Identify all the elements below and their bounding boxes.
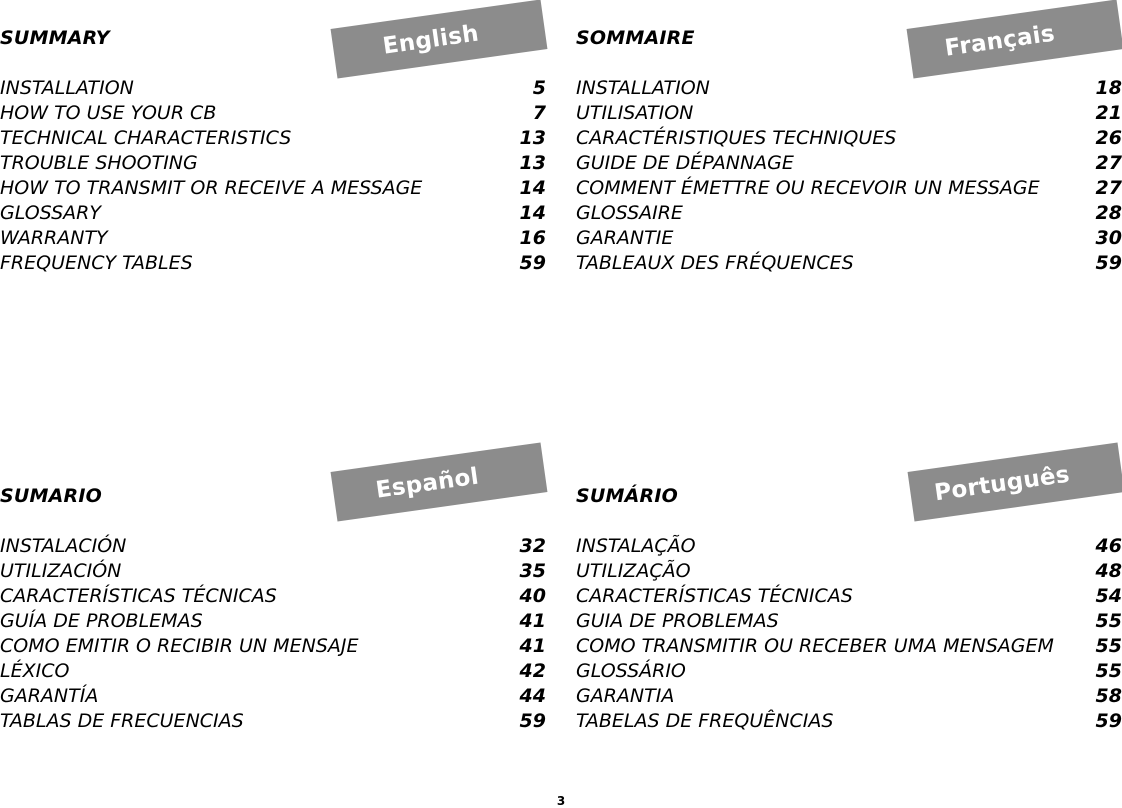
toc-entry[interactable] [576,709,1122,734]
toc-entry[interactable] [0,709,546,734]
language-tab-francais: Français [907,0,1122,79]
toc-entry[interactable] [576,559,1122,584]
toc-entry-label: COMO TRANSMITIR OU RECEBER UMA MENSAGEM [576,635,1054,657]
toc-entry-page: 13 [519,152,546,174]
toc-entry-page: 32 [519,535,546,557]
toc-entry-page: 41 [519,610,546,632]
toc-entry-page: 55 [1095,635,1122,657]
toc-entry-page: 59 [519,710,546,732]
toc-entry-label: TABLEAUX DES FRÉQUENCES [576,252,854,274]
toc-entry[interactable] [576,101,1122,126]
toc-entry[interactable] [576,584,1122,609]
toc-entry[interactable] [0,634,546,659]
toc-entry-label: GUÍA DE PROBLEMAS [0,610,203,632]
toc-entry-label: CARACTERÍSTICAS TÉCNICAS [0,585,277,607]
toc-entry-label: GUIDE DE DÉPANNAGE [576,152,794,174]
toc-entry-page: 14 [519,202,546,224]
toc-entry-page: 21 [1095,102,1122,124]
toc-entry[interactable] [576,176,1122,201]
toc-entry-page: 41 [519,635,546,657]
toc-entry[interactable] [576,226,1122,251]
language-tab-espanol: Español [331,442,548,521]
toc-entry-page: 28 [1095,202,1122,224]
toc-entry[interactable] [0,151,546,176]
toc-entry-label: COMMENT ÉMETTRE OU RECEVOIR UN MESSAGE [576,177,1040,199]
toc-entry-label: GLOSSARY [0,202,101,224]
toc-entry-label: INSTALAÇÃO [576,535,696,557]
toc-entry-page: 54 [1095,585,1122,607]
section-title: SUMÁRIO [576,485,678,507]
toc-entry-page: 59 [1095,710,1122,732]
toc-entry-label: WARRANTY [0,227,108,249]
toc-list [0,76,546,276]
toc-entry[interactable] [0,584,546,609]
toc-entry-label: CARACTERÍSTICAS TÉCNICAS [576,585,853,607]
toc-entry-page: 40 [519,585,546,607]
toc-entry-label: GARANTÍA [0,685,99,707]
toc-entry-label: TABLAS DE FRECUENCIAS [0,710,244,732]
toc-entry-label: HOW TO TRANSMIT OR RECEIVE A MESSAGE [0,177,423,199]
page-number: 3 [556,794,566,808]
toc-entry-label: UTILISATION [576,102,694,124]
toc-entry[interactable] [576,251,1122,276]
toc-entry-label: UTILIZACIÓN [0,560,122,582]
toc-entry-page: 44 [519,685,546,707]
toc-entry-page: 18 [1095,77,1122,99]
toc-entry-page: 42 [519,660,546,682]
toc-entry-page: 27 [1095,152,1122,174]
section-title: SUMARIO [0,485,102,507]
toc-entry[interactable] [576,201,1122,226]
toc-entry[interactable] [0,609,546,634]
toc-entry[interactable] [0,684,546,709]
toc-entry[interactable] [576,609,1122,634]
toc-entry-label: INSTALLATION [0,77,134,99]
toc-entry-label: FREQUENCY TABLES [0,252,193,274]
toc-entry-page: 55 [1095,660,1122,682]
toc-entry-page: 7 [532,102,546,124]
toc-entry-label: TECHNICAL CHARACTERISTICS [0,127,292,149]
toc-entry-page: 27 [1095,177,1122,199]
toc-entry[interactable] [576,151,1122,176]
toc-entry-page: 30 [1095,227,1122,249]
language-tab-english: English [331,0,548,79]
toc-entry[interactable] [576,659,1122,684]
section-title: SUMMARY [0,27,110,49]
toc-entry-page: 48 [1095,560,1122,582]
toc-entry-label: GARANTIA [576,685,675,707]
toc-entry-page: 13 [519,127,546,149]
toc-entry-label: GARANTIE [576,227,674,249]
toc-entry[interactable] [576,76,1122,101]
toc-entry[interactable] [576,126,1122,151]
toc-entry-label: INSTALACIÓN [0,535,127,557]
toc-entry-page: 46 [1095,535,1122,557]
toc-entry-label: TABELAS DE FREQUÊNCIAS [576,710,834,732]
toc-entry[interactable] [0,534,546,559]
toc-entry-page: 16 [519,227,546,249]
toc-entry-page: 14 [519,177,546,199]
toc-list [576,76,1122,276]
toc-entry[interactable] [576,634,1122,659]
language-tab-portugues: Português [908,442,1122,521]
toc-entry[interactable] [0,251,546,276]
toc-entry-page: 58 [1095,685,1122,707]
toc-entry-label: CARACTÉRISTIQUES TECHNIQUES [576,127,897,149]
toc-entry[interactable] [0,76,546,101]
toc-entry[interactable] [0,176,546,201]
toc-entry-label: GLOSSAIRE [576,202,683,224]
section-title: SOMMAIRE [576,27,695,49]
toc-list [0,534,546,734]
toc-entry-page: 5 [532,77,546,99]
toc-entry-label: LÉXICO [0,660,70,682]
toc-entry-label: COMO EMITIR O RECIBIR UN MENSAJE [0,635,359,657]
toc-entry[interactable] [0,659,546,684]
toc-entry-page: 59 [1095,252,1122,274]
toc-entry-label: GLOSSÁRIO [576,660,686,682]
toc-entry-label: UTILIZAÇÃO [576,560,691,582]
toc-entry-label: TROUBLE SHOOTING [0,152,198,174]
toc-entry[interactable] [0,126,546,151]
toc-entry[interactable] [0,201,546,226]
toc-entry[interactable] [0,101,546,126]
toc-entry-page: 26 [1095,127,1122,149]
toc-entry[interactable] [576,534,1122,559]
toc-entry-label: GUIA DE PROBLEMAS [576,610,779,632]
toc-entry-page: 35 [519,560,546,582]
toc-entry[interactable] [0,559,546,584]
toc-entry[interactable] [576,684,1122,709]
toc-entry-label: HOW TO USE YOUR CB [0,102,217,124]
toc-entry-page: 55 [1095,610,1122,632]
toc-entry-page: 59 [519,252,546,274]
toc-entry[interactable] [0,226,546,251]
toc-entry-label: INSTALLATION [576,77,710,99]
toc-list [576,534,1122,734]
